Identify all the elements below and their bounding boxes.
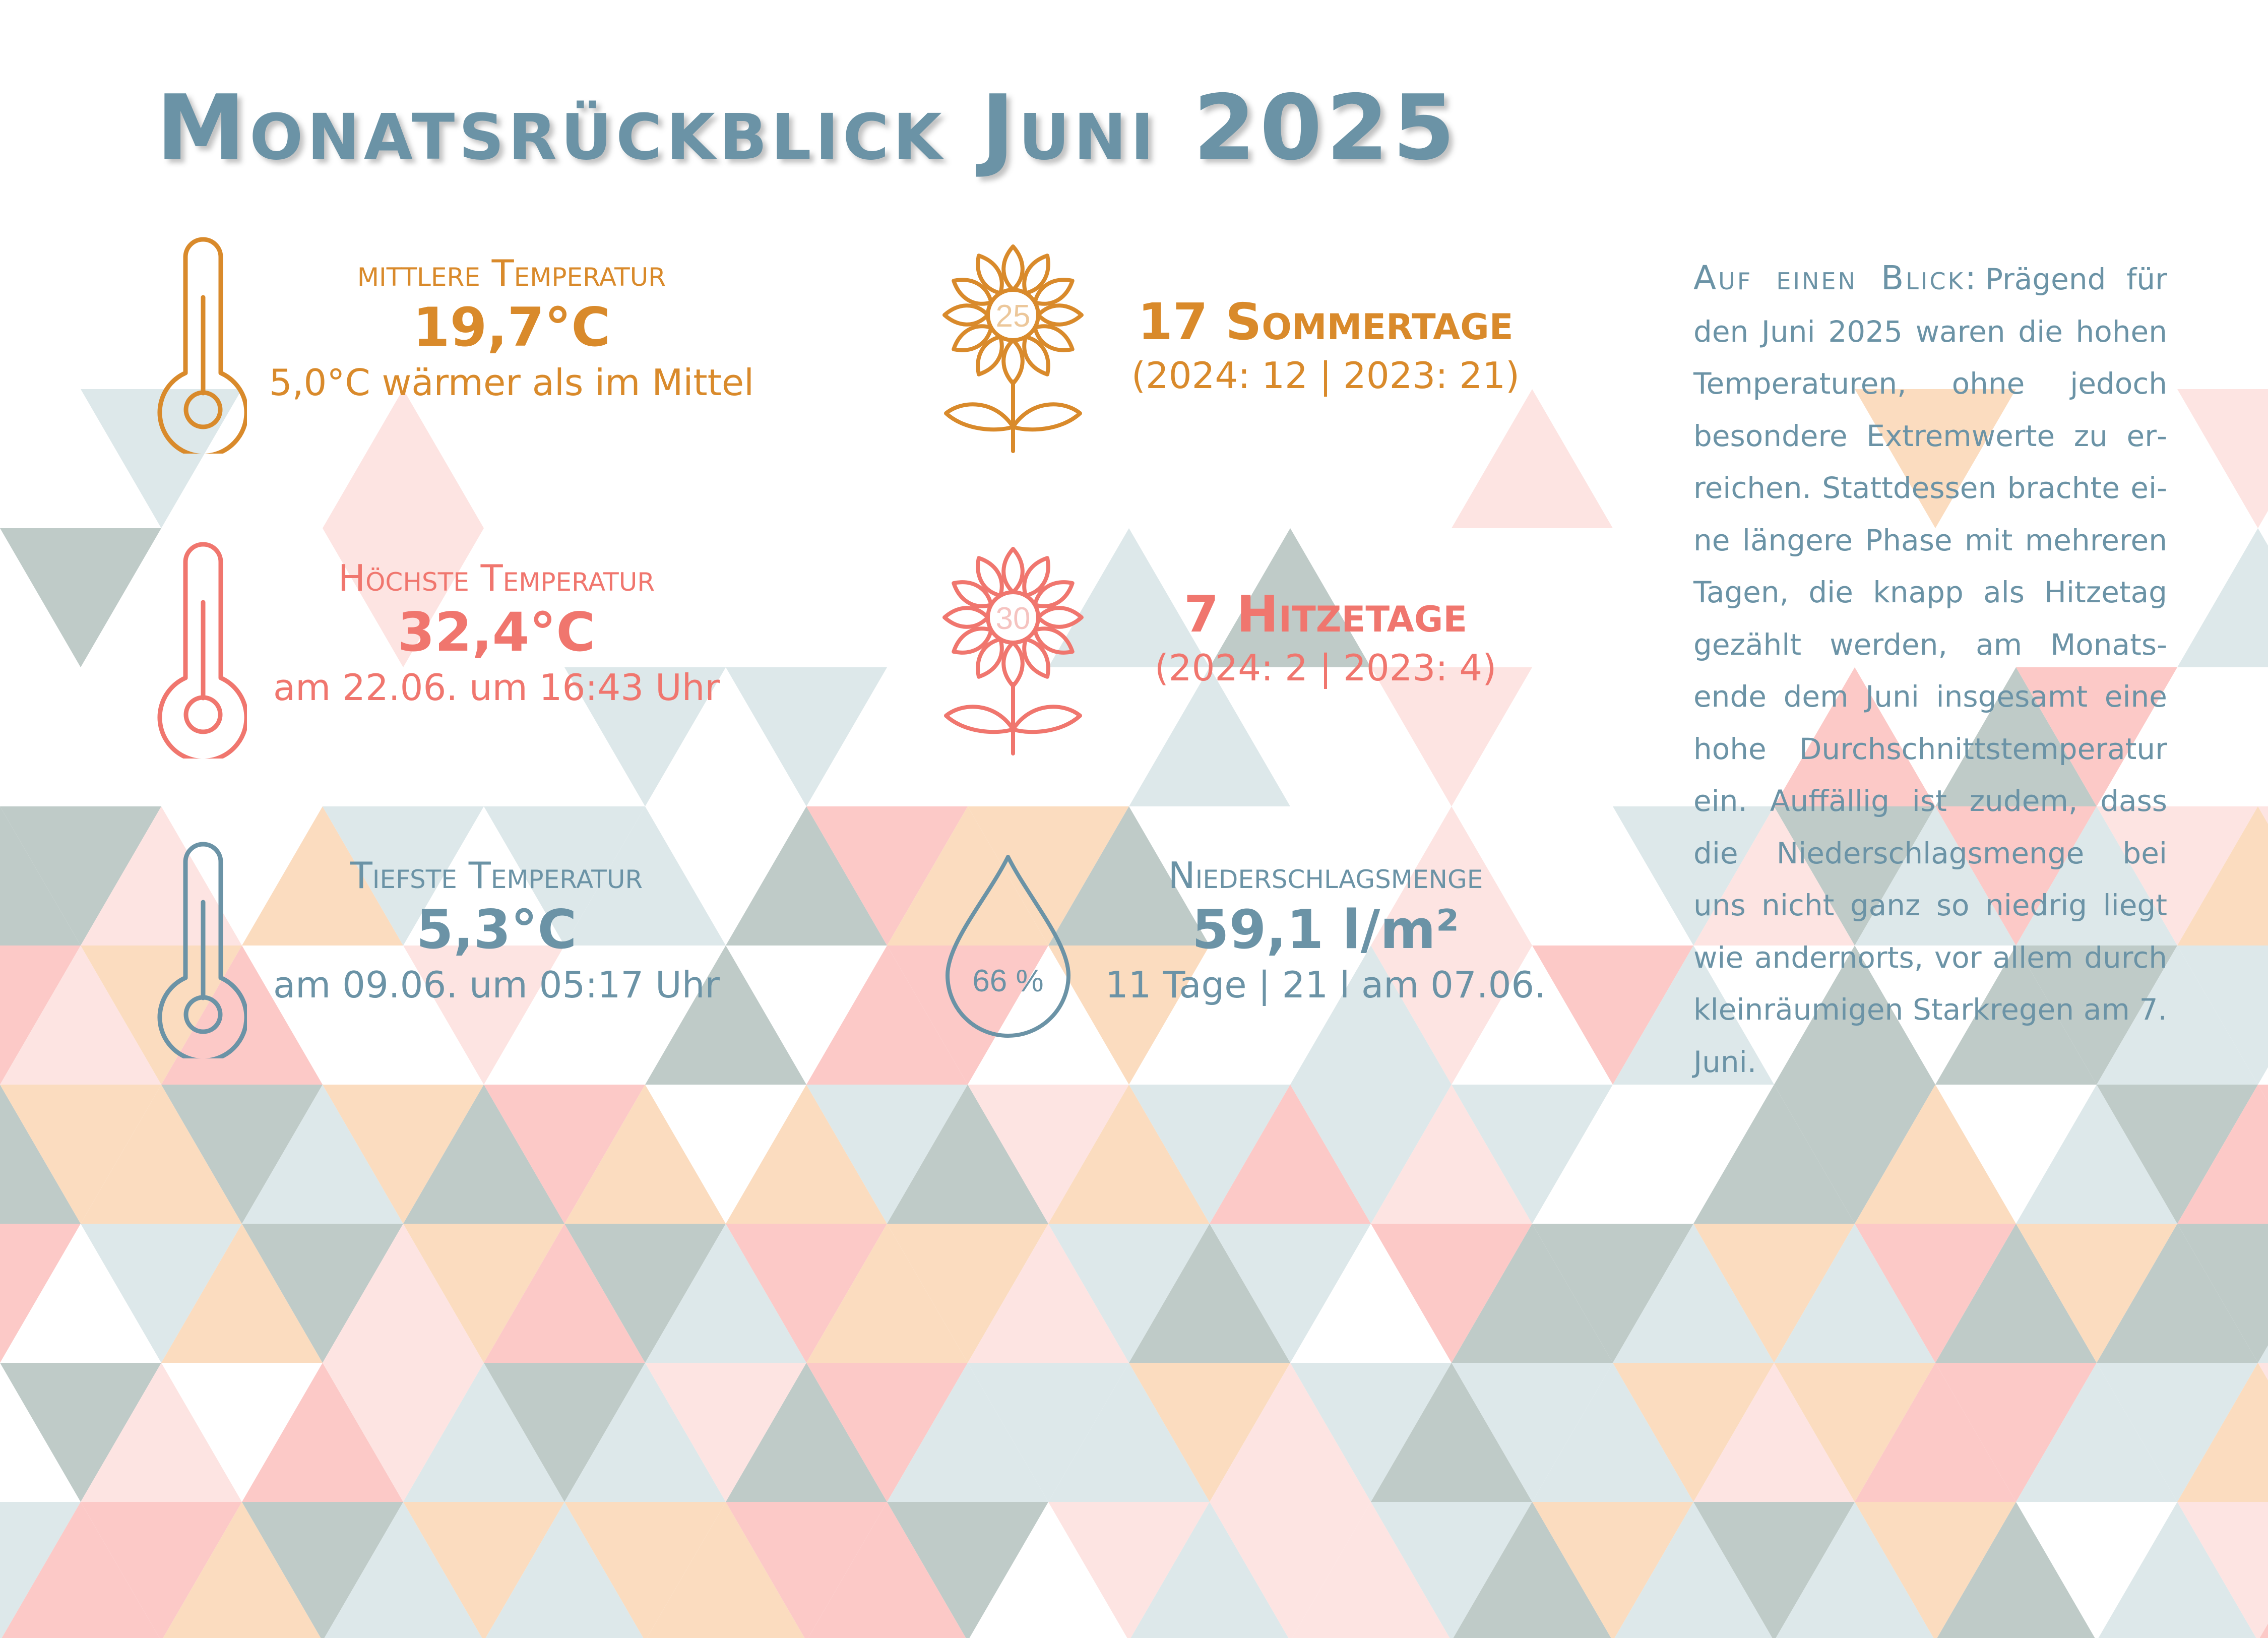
sunflower-petal — [944, 608, 988, 627]
page-title: Monatsrückblick Juni 2025 — [156, 76, 1459, 180]
raindrop-icon — [942, 849, 1074, 1041]
overview-paragraph — [1693, 252, 2167, 1088]
precipitation-heading: Niederschlagsmenge — [1168, 854, 1483, 897]
sunflower-icon — [935, 239, 1091, 456]
sunflower-petal — [944, 305, 988, 325]
summer-days-stat — [1099, 292, 1552, 397]
precipitation-detail: 11 Tage | 21 l am 07.06. — [1105, 964, 1546, 1006]
precipitation-value: 59,1 l/m² — [1191, 899, 1460, 961]
overview-lead: Auf einen Blick: — [1693, 259, 1978, 297]
sunflower-number: 30 — [995, 601, 1031, 636]
sunflower-petal — [1038, 608, 1082, 627]
min-temperature-stat — [267, 854, 726, 1006]
raindrop-label: 66 % — [972, 964, 1044, 998]
hot-days-stat — [1099, 585, 1552, 689]
min-temperature-detail: am 09.06. um 05:17 Uhr — [273, 964, 720, 1006]
summer-days-detail: (2024: 12 | 2023: 21) — [1131, 354, 1520, 397]
summer-days-value: 17 Sommertage — [1138, 292, 1514, 351]
mean-temperature-heading: mittlere Temperatur — [357, 252, 666, 294]
overview-text: Prägend für den Juni 2025 waren die hohen Temperaturen, ohne jedoch besondere Extremwerte zu erreichen. Stattdessen brachte eine längere Phase mit mehreren Tagen, die knapp als Hitzetag gezählt werden, am Monatsende dem Juni insgesamt eine hohe Durchschnittstemperatur ein. Auffällig ist zudem, dass die Niederschlagsmenge bei uns nicht ganz so niedrig liegt wie andernorts, vor allem durch kleinräumigen Starkregen am 7. Juni. — [1693, 262, 2168, 1079]
precipitation-stat — [1099, 854, 1552, 1006]
max-temperature-heading: Höchste Temperatur — [338, 557, 655, 599]
mean-temperature-value: 19,7°C — [412, 296, 611, 358]
sunflower-petal — [1003, 549, 1023, 592]
sunflower-petal — [1003, 246, 1023, 290]
sunflower-icon — [935, 542, 1091, 759]
min-temperature-value: 5,3°C — [416, 899, 577, 961]
mean-temperature-detail: 5,0°C wärmer als im Mittel — [269, 361, 754, 404]
sunflower-petal — [1003, 340, 1023, 384]
thermometer-icon — [146, 237, 247, 454]
hot-days-value: 7 Hitzetage — [1183, 585, 1468, 644]
max-temperature-stat — [267, 557, 726, 709]
thermometer-icon — [146, 842, 247, 1058]
sunflower-petal — [1038, 305, 1082, 325]
max-temperature-value: 32,4°C — [397, 601, 596, 663]
sunflower-number: 25 — [995, 299, 1031, 334]
min-temperature-heading: Tiefste Temperatur — [350, 854, 643, 897]
thermometer-icon — [146, 542, 247, 759]
sunflower-petal — [1003, 643, 1023, 686]
mean-temperature-stat — [267, 252, 756, 404]
hot-days-detail: (2024: 2 | 2023: 4) — [1154, 647, 1497, 689]
max-temperature-detail: am 22.06. um 16:43 Uhr — [273, 666, 720, 709]
